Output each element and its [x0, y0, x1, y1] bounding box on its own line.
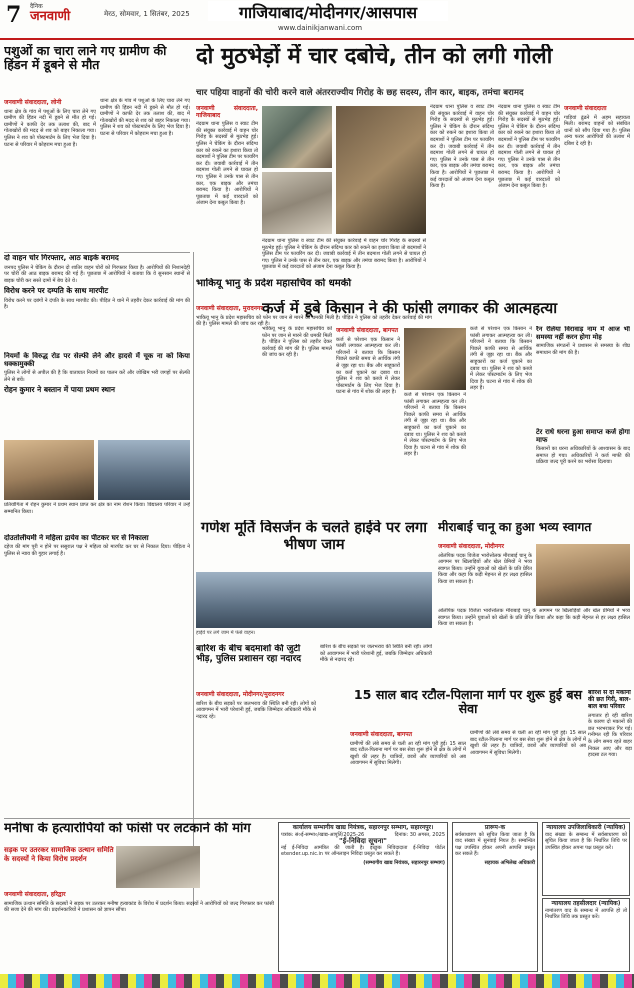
ganesh-headline-box — [196, 520, 432, 570]
website: www.dainikjanwani.com — [278, 24, 363, 32]
dateline: मेरठ, सोमवार, 1 सितंबर, 2025 — [104, 10, 190, 18]
ganesh-caption: हाईवे पर लगे जाम में फंसे वाहन। — [196, 630, 256, 636]
right-mid-headline: टेर राधे धरना हुआ समाप्त कर्ज होगा माफ — [536, 428, 630, 445]
rain-headline: बारिश के बीच बदमाशों की जुटी भीड़, पुलिस प्रशासन रहा नदारद — [196, 644, 302, 665]
left-top-byline: जनवाणी संवाददाता, लोनी — [4, 99, 62, 106]
left-mid2-body: विरोध करने पर दबंगों ने दंपति के साथ मारपीट की। पीड़ित ने थाने में तहरीर देकर कार्रवाई की मांग की है। — [4, 297, 190, 311]
rain-body — [196, 690, 316, 810]
bottom-left-body-box — [4, 890, 274, 972]
main-subhead: चार पहिया वाहनों की चोरी करने वाले अंतरराज्यीय गिरोह के छह सदस्य, तीन कार, बाइक, तमंचा बरामद — [196, 88, 524, 98]
bhakiyu-body-col2 — [262, 326, 332, 516]
left-top-body-col2 — [100, 98, 190, 248]
bus-body-cont: ग्रामीणों की लंबे समय से चली आ रही मांग पूरी हुई। 15 साल बाद रटौल-पिलाना मार्ग पर बस सेवा शुरू होने से क्षेत्र के लोगों में खुशी की लहर है। यात्रियों, छात्रों और व्यापारियों को अब आवागमन में सुविधा मिलेगी। — [470, 730, 586, 756]
rain-body-cont: बारिश के बीच सड़कों पर जलभराव की स्थिति बनी रही। लोगों को आवागमन में भारी परेशानी हुई, जबकि जिम्मेदार अधिकारी मौके से नदारद रहे। — [320, 644, 432, 664]
right-top-col — [564, 104, 630, 274]
bhakiyu-body-cont: भाकियू भानु के प्रदेश महासचिव को फोन पर जान से मारने की धमकी मिली है। पीड़ित ने पुलिस को तहरीर देकर कार्रवाई की मांग की है। पुलिस मामले की जांच कर रही है। — [262, 326, 332, 359]
divider — [4, 252, 190, 253]
right-mid-story — [536, 428, 630, 516]
bhakiyu-byline: जनवाणी संवाददाता, मुरादनगर — [196, 305, 263, 312]
color-registration-strip — [0, 974, 634, 988]
mirabai-photo — [536, 544, 630, 606]
rain-body-text: बारिश के बीच सड़कों पर जलभराव की स्थिति बनी रही। लोगों को आवागमन में भारी परेशानी हुई, जबकि जिम्मेदार अधिकारी मौके से नदारद रहे। — [196, 700, 316, 720]
main-body-cont3: नंदग्राम थाना पुलिस व स्वाट टीम की संयुक्त कार्रवाई में वाहन चोर गिरोह के सदस्यों से मुठभेड़ हुई। पुलिस ने चेकिंग के दौरान संदिग्ध कार को रुकने का इशारा किया तो बदमाशों ने पुलिस टीम पर फायरिंग कर दी। जवाबी कार्रवाई में तीन बदमाश गोली लगने से घायल हो गए। पुलिस ने उनके पास से तीन कार, एक बाइक और तमंचा बरामद किया है। आरोपियों ने पूछताछ में कई वारदातों को अंजाम देना कबूल किया है। — [498, 104, 560, 190]
ganesh-photo — [196, 572, 432, 628]
left-mid3-headline: नियमों के विरुद्ध रोड पर सेल्फी लेने और हादसे में चूक ना को किया धक्कामुक्की — [4, 352, 190, 369]
left-mid5-story — [4, 534, 190, 684]
farmer-body-col2 — [404, 392, 466, 516]
tender2-sign: सहायक अभिलेख अधिकारी — [484, 859, 535, 866]
tender2-title: प्रारूप-क — [484, 824, 506, 831]
left-top-headline-box — [4, 44, 190, 96]
bottom-left-body: सामाजिक उत्थान समिति के सदस्यों ने सड़क पर उतरकर मनीषा हत्याकांड के विरोध में प्रदर्शन किया। सदस्यों ने आरोपियों को जल्द गिरफ्तार कर फांसी की सजा देने की मांग की। प्रदर्शनकारियों ने प्रशासन को ज्ञापन सौंपा। — [4, 900, 274, 914]
farmer-headline: कर्ज में डूबे किसान ने की फांसी लगाकर की आत्महत्या — [262, 300, 558, 317]
mirabai-headline-box — [438, 520, 632, 540]
main-photo-3 — [336, 106, 426, 234]
bottom-left-headline: मनीषा के हत्यारोपियों को फांसी पर लटकाने की मांग — [4, 822, 251, 836]
right-low-body: लगातार हो रही बारिश के कारण दो मकानों की छत भरभराकर गिर गई। गनीमत रही कि परिवार के लोग समय रहते बाहर निकल आए और बड़ा हादसा टल गया। — [588, 712, 632, 759]
main-body-col3 — [430, 104, 494, 274]
left-top-body-cont: थाना क्षेत्र के गांव में पशुओं के लिए चारा लेने गए ग्रामीण की हिंडन नदी में डूबने से मौत हो गई। ग्रामीणों ने काफी देर तक तलाश की, बाद में गोताखोरों की मदद से शव को बाहर निकाला गया। पुलिस ने शव को पोस्टमार्टम के लिए भेज दिया है। घटना से परिवार में कोहराम मचा हुआ है। — [100, 98, 190, 137]
bus-body: ग्रामीणों की लंबे समय से चली आ रही मांग पूरी हुई। 15 साल बाद रटौल-पिलाना मार्ग पर बस सेवा शुरू होने से क्षेत्र के लोगों में खुशी की लहर है। यात्रियों, छात्रों और व्यापारियों को अब आवागमन में सुविधा मिलेगी। — [350, 740, 466, 767]
left-mid5-headline: दोउतोलीयमी ने महिला द्रायेव का पीटकर घर से निकाला — [4, 534, 149, 542]
left-photo-2 — [98, 440, 190, 500]
main-body: नंदग्राम थाना पुलिस व स्वाट टीम की संयुक्त कार्रवाई में वाहन चोर गिरोह के सदस्यों से मुठभेड़ हुई। पुलिस ने चेकिंग के दौरान संदिग्ध कार को रुकने का इशारा किया तो बदमाशों ने पुलिस टीम पर फायरिंग कर दी। जवाबी कार्रवाई में तीन बदमाश गोली लगने से घायल हो गए। पुलिस ने उनके पास से तीन कार, एक बाइक और तमंचा बरामद किया है। आरोपियों ने पूछताछ में कई वारदातों को अंजाम देना कबूल किया है। — [196, 121, 258, 207]
mirabai-body-col1 — [438, 542, 532, 606]
ganesh-headline: गणेश मूर्ति विसर्जन के चलते हाईवे पर लगा भीषण जाम — [201, 520, 427, 553]
mirabai-body-col2 — [438, 608, 630, 688]
bottom-left-byline: जनवाणी संवाददाता, हरिद्वार — [4, 891, 66, 898]
notice-ad-2 — [542, 898, 630, 972]
bus-body-col1 — [350, 730, 466, 810]
farmer-byline: जनवाणी संवाददाता, बागपत — [336, 327, 399, 334]
notice2-title: न्यायालय तहसीलदार (न्यायिक) — [551, 900, 621, 907]
main-headline: दो मुठभेड़ों में चार दबोचे, तीन को लगी गोली — [196, 44, 553, 69]
rally-story — [536, 326, 630, 426]
main-body-cont2: नंदग्राम थाना पुलिस व स्वाट टीम की संयुक्त कार्रवाई में वाहन चोर गिरोह के सदस्यों से मुठभेड़ हुई। पुलिस ने चेकिंग के दौरान संदिग्ध कार को रुकने का इशारा किया तो बदमाशों ने पुलिस टीम पर फायरिंग कर दी। जवाबी कार्रवाई में तीन बदमाश गोली लगने से घायल हो गए। पुलिस ने उनके पास से तीन कार, एक बाइक और तमंचा बरामद किया है। आरोपियों ने पूछताछ में कई वारदातों को अंजाम देना कबूल किया है। — [430, 104, 494, 190]
right-low-headline: बारिश से दो मकानों की छत गिरी, बाल-बाल बचा परिवार — [588, 690, 631, 710]
mirabai-body-cont: ओलंपिक पदक विजेता भारोत्तोलक मीराबाई चानू के आगमन पर खिलाड़ियों और खेल प्रेमियों ने भव्य स्वागत किया। उन्होंने युवाओं को खेलों के प्रति प्रेरित किया और कहा कि कड़ी मेहनत से हर लक्ष्य हासिल किया जा सकता है। — [438, 608, 630, 628]
main-body-col1 — [196, 104, 258, 274]
left-top-body: थाना क्षेत्र के गांव में पशुओं के लिए चारा लेने गए ग्रामीण की हिंडन नदी में डूबने से मौत हो गई। ग्रामीणों ने काफी देर तक तलाश की, बाद में गोताखोरों की मदद से शव को बाहर निकाला गया। पुलिस ने शव को पोस्टमार्टम के लिए भेज दिया है। घटना से परिवार में कोहराम मचा हुआ है। — [4, 108, 96, 148]
right-low-story — [588, 690, 632, 810]
notice2-body: नामांतरण वाद के सम्बन्ध में आपत्ति हो तो निर्धारित तिथि तक प्रस्तुत करें। — [545, 907, 627, 921]
farmer-body-cont: कर्ज से परेशान एक किसान ने फांसी लगाकर आत्महत्या कर ली। परिजनों ने बताया कि किसान पिछले काफी समय से आर्थिक तंगी से जूझ रहा था। बैंक और साहूकारों का कर्ज चुकाने का दबाव था। पुलिस ने शव को कब्जे में लेकर पोस्टमार्टम के लिए भेज दिया है। घटना से गांव में शोक की लहर है। — [404, 392, 466, 458]
bottom-left-headline-box — [4, 822, 274, 844]
farmer-body-col3 — [470, 326, 532, 516]
farmer-photo — [404, 328, 466, 390]
farmer-body-col1 — [336, 326, 400, 516]
tender-ad-1 — [278, 822, 448, 972]
left-mid-story — [4, 254, 190, 350]
tender1-sign: (सम्भागीय खाद्य नियंत्रक, सहारनपुर सम्भाग) — [363, 859, 445, 866]
bottom-left-photo — [116, 846, 200, 888]
left-mid4-body-box — [4, 502, 190, 532]
right-mid-body: किसानों का धरना अधिकारियों के आश्वासन के बाद समाप्त हो गया। अधिकारियों ने कर्ज माफी की प्रक्रिया जल्द पूरी करने का भरोसा दिलाया। — [536, 446, 630, 466]
section-title: गाजियाबाद/मोदीनगर/आसपास — [208, 1, 448, 21]
left-photo-1 — [4, 440, 94, 500]
bhakiyu-headline-box — [196, 278, 432, 302]
bottom-left-subhead-box — [4, 846, 114, 884]
tender1-date: दिनांक: 30 अगस्त, 2025 — [394, 831, 445, 838]
tender-ad-2 — [452, 822, 538, 972]
column-rule — [193, 252, 194, 906]
tender1-ref: पत्रांक: सं०ई-सम्भा०/खाद्य-आपूर्ति/2025-26 — [281, 831, 365, 838]
bus-headline-box — [350, 688, 586, 728]
bus-headline: 15 साल बाद रटौल-पिलाना मार्ग पर शुरू हुई बस सेवा — [353, 688, 583, 717]
main-body-col4 — [498, 104, 560, 274]
bhakiyu-body: भाकियू भानु के प्रदेश महासचिव को फोन पर जान से मारने की धमकी मिली है। पीड़ित ने पुलिस को तहरीर देकर कार्रवाई की मांग की है। पुलिस मामले की जांच कर रही है। — [196, 314, 432, 328]
left-mid-body: जनपद पुलिस ने चेकिंग के दौरान दो शातिर वाहन चोरों को गिरफ्तार किया है। आरोपियों की निशानदेही पर चोरी की आठ बाइक बरामद की गई हैं। पूछताछ में आरोपियों ने बताया कि वे सुनसान स्थानों से बाइक चोरी कर सस्ते दामों में बेच देते थे। — [4, 264, 190, 284]
tender2-body: सर्वसाधारण को सूचित किया जाता है कि वाद संख्या में सुनवाई नियत है। सम्बन्धित पक्ष उपस्थित होकर अपनी आपत्ति प्रस्तुत कर सकते हैं। — [455, 831, 535, 858]
mirabai-body: ओलंपिक पदक विजेता भारोत्तोलक मीराबाई चानू के आगमन पर खिलाड़ियों और खेल प्रेमियों ने भव्य स्वागत किया। उन्होंने युवाओं को खेलों के प्रति प्रेरित किया और कहा कि कड़ी मेहनत से हर लक्ष्य हासिल किया जा सकता है। — [438, 552, 532, 585]
mirabai-byline: जनवाणी संवाददाता, मोदीनगर — [438, 543, 504, 550]
rally-body: सामाजिक संगठनों ने प्रशासन से समस्या के शीघ्र समाधान की मांग की है। — [536, 343, 630, 356]
rain-byline: जनवाणी संवाददाता, मोदीनगर/मुरादनगर — [196, 691, 285, 698]
main-body-cont: नंदग्राम थाना पुलिस व स्वाट टीम की संयुक्त कार्रवाई में वाहन चोर गिरोह के सदस्यों से मुठभेड़ हुई। पुलिस ने चेकिंग के दौरान संदिग्ध कार को रुकने का इशारा किया तो बदमाशों ने पुलिस टीम पर फायरिंग कर दी। जवाबी कार्रवाई में तीन बदमाश गोली लगने से घायल हो गए। पुलिस ने उनके पास से तीन कार, एक बाइक और तमंचा बरामद किया है। आरोपियों ने पूछताछ में कई वारदातों को अंजाम देना कबूल किया है। — [262, 238, 426, 271]
divider-bottom — [4, 818, 630, 819]
left-mid4-body: प्रतियोगिता में रोहन कुमार ने प्रथम स्थान प्राप्त कर क्षेत्र का नाम रोशन किया। विद्यालय परिवार ने उन्हें सम्मानित किया। — [4, 502, 190, 515]
left-mid3-story — [4, 352, 190, 438]
brand-prefix: दैनिक — [30, 3, 43, 10]
left-mid2-headline: विरोध करने पर दम्पति के साथ मारपीट — [4, 286, 109, 296]
rally-headline: रैन रेलिया विरावाड़ नाम में आज भी समस्या नहीं करन होगा मोह — [536, 326, 630, 341]
left-top-body-col1 — [4, 98, 96, 248]
main-subhead-box — [196, 86, 632, 102]
bhakiyu-headline: भाकियू भानु के प्रदेश महासचिव को धमकी — [196, 278, 352, 289]
page-number: 7 — [6, 2, 22, 28]
mirabai-headline: मीराबाई चानू का हुआ भव्य स्वागत — [438, 520, 592, 534]
tender1-body: नई ई-निविदा आमंत्रित की जाती है। इच्छुक निविदादाता ई-निविदा पोर्टल etender.up.nic.in पर ऑनलाइन निविदा प्रस्तुत कर सकते हैं। — [281, 844, 445, 858]
bus-byline: जनवाणी संवाददाता, बागपत — [350, 731, 413, 738]
main-headline-box — [196, 44, 632, 84]
farmer-headline-box — [262, 300, 632, 324]
rain-headline-box — [196, 644, 316, 688]
left-top-headline: पशुओं का चारा लाने गए ग्रामीण की हिंडन में डूबने से मौत — [4, 44, 167, 73]
tender1-title: कार्यालय सम्भागीय खाद्य नियंत्रक, सहारनपुर सम्भाग, सहारनपुर। — [292, 824, 434, 831]
masthead — [0, 0, 634, 40]
left-mid3-body: पुलिस ने लोगों से अपील की है कि यातायात नियमों का पालन करें और जोखिम भरी जगहों पर सेल्फी लेने से बचें। — [4, 370, 190, 383]
main-byline: जनवाणी संवाददाता, गाजियाबाद — [196, 105, 258, 119]
right-top-body: गाड़ियां ढूंढने में अहम सहायता मिली। बरामद वाहनों को संबंधित थानों को सौंप दिया गया है। पुलिस अन्य फरार आरोपियों की तलाश में दबिश दे रही है। — [564, 114, 630, 147]
main-photo-1 — [262, 106, 332, 168]
main-photo-2 — [262, 172, 332, 234]
farmer-body: कर्ज से परेशान एक किसान ने फांसी लगाकर आत्महत्या कर ली। परिजनों ने बताया कि किसान पिछले काफी समय से आर्थिक तंगी से जूझ रहा था। बैंक और साहूकारों का कर्ज चुकाने का दबाव था। पुलिस ने शव को कब्जे में लेकर पोस्टमार्टम के लिए भेज दिया है। घटना से गांव में शोक की लहर है। — [336, 336, 400, 396]
left-mid4-headline: रोहन कुमार ने बस्तान में पाया प्रथम स्थान — [4, 385, 115, 395]
notice1-title: न्यायालय उपजिलाधिकारी (न्यायिक) — [546, 824, 626, 831]
tender1-heading: "ई-निविदा सूचना" — [339, 837, 387, 846]
right-top-byline: जनवाणी संवाददाता — [564, 105, 607, 112]
notice1-body: वाद संख्या के सम्बन्ध में सर्वसाधारण को सूचित किया जाता है कि निर्धारित तिथि पर उपस्थित होकर अपना पक्ष प्रस्तुत करें। — [545, 831, 627, 851]
notice-ad-1 — [542, 822, 630, 896]
bottom-left-subhead: सड़क पर उतरकर सामाजिक उत्थान समिति के सदस्यों ने किया विरोध प्रदर्शन — [4, 846, 114, 863]
bus-body-col2 — [470, 730, 586, 810]
brand-name: जनवाणी — [30, 9, 71, 24]
left-mid-headline: दो वाहन चोर गिरफ्तार, आठ बाइके बरामद — [4, 254, 119, 262]
farmer-body-cont2: कर्ज से परेशान एक किसान ने फांसी लगाकर आत्महत्या कर ली। परिजनों ने बताया कि किसान पिछले काफी समय से आर्थिक तंगी से जूझ रहा था। बैंक और साहूकारों का कर्ज चुकाने का दबाव था। पुलिस ने शव को कब्जे में लेकर पोस्टमार्टम के लिए भेज दिया है। घटना से गांव में शोक की लहर है। — [470, 326, 532, 392]
main-body-col2 — [262, 238, 426, 274]
left-mid5-body: दहेज की मांग पूरी न होने पर ससुराल पक्ष ने महिला को मारपीट कर घर से निकाल दिया। पीड़िता ने पुलिस से न्याय की गुहार लगाई है। — [4, 544, 190, 557]
